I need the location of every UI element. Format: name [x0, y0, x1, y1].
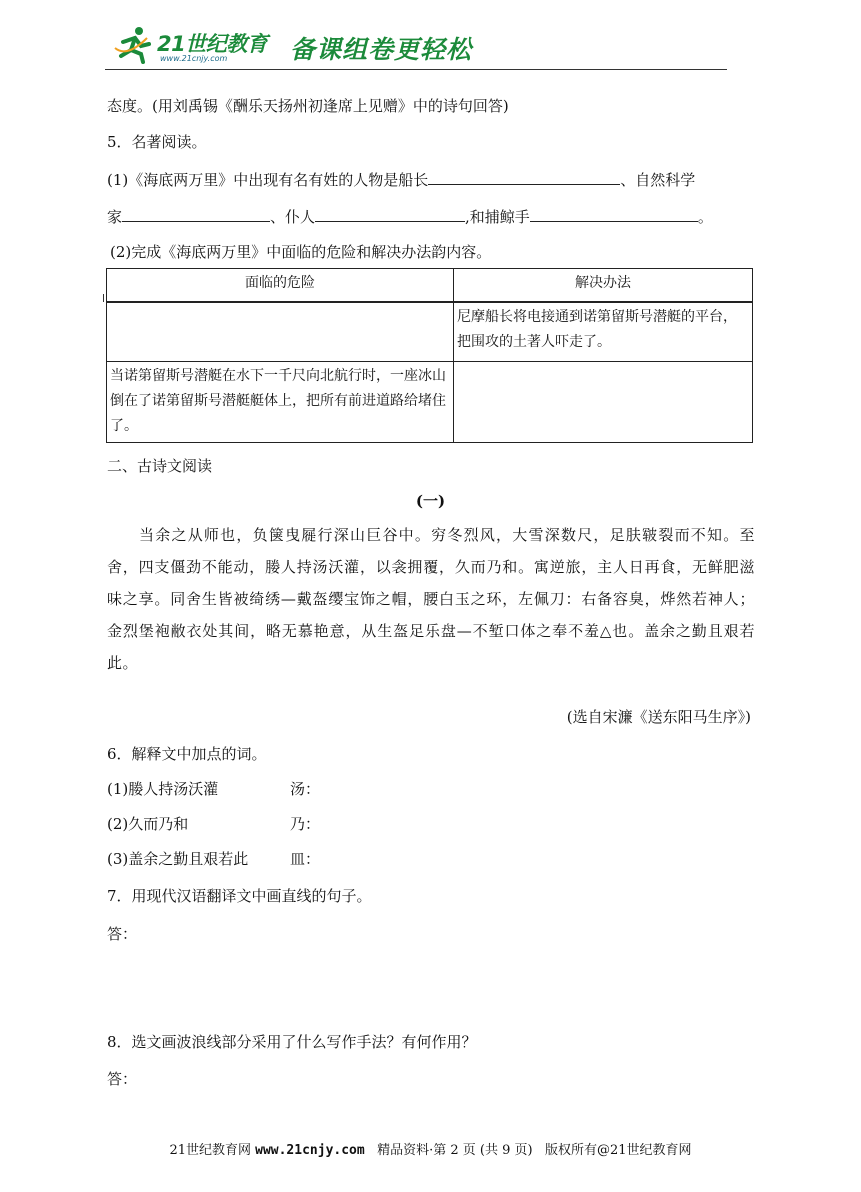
table-header-solution: 解决办法 [454, 269, 753, 303]
section-title: 二、古诗文阅读 [107, 457, 213, 475]
header-rule [105, 69, 727, 70]
running-person-icon [113, 24, 153, 64]
subsection-title: (一) [415, 492, 446, 510]
scientist-blank[interactable] [122, 207, 270, 222]
q5-title: 5．名著阅读。 [107, 133, 207, 151]
q6-item [107, 778, 320, 799]
q6-phrase: (1)媵人持汤沃灌 [107, 780, 219, 798]
table-header-danger: 面临的危险 [107, 269, 454, 303]
q5-part1-line1 [107, 169, 695, 190]
footer-copyright: 版权所有@21世纪教育网 [545, 1143, 692, 1158]
q6-phrase: (2)久而乃和 [107, 815, 189, 833]
margin-mark [103, 294, 104, 302]
q6-word: 乃： [290, 815, 321, 833]
footer-site: 21世纪教育网 [169, 1143, 251, 1158]
q5-part1-text: (1)《海底两万里》中出现有名有姓的人物是船长 [107, 171, 429, 189]
q5-part1-line2 [107, 206, 713, 227]
passage-source: (选自宋濂《送东阳马生序》) [566, 708, 751, 726]
q8-title: 8．选文画波浪线部分采用了什么写作手法？有何作用？ [107, 1033, 477, 1051]
q6-word: 皿： [290, 850, 321, 868]
q6-word: 汤： [290, 780, 321, 798]
table-cell: 尼摩船长将电接通到诺第留斯号潜艇的平台，把围攻的土著人吓走了。 [454, 302, 753, 362]
q5-part1-mid: 、自然科学 [620, 171, 696, 189]
whaler-blank[interactable] [530, 207, 698, 222]
table-cell[interactable] [454, 362, 753, 443]
q5-part2: (2)完成《海底两万里》中面临的危险和解决办法韵内容。 [110, 243, 492, 261]
q5-part1-line2-a: 家 [107, 208, 123, 226]
page-footer [0, 1139, 861, 1158]
q6-title: 6．解释文中加点的词。 [107, 745, 267, 763]
brand-url: www.21cnjy.com [160, 54, 228, 63]
q4-tail: 态度。(用刘禹锡《酬乐天扬州初逢席上见赠》中的诗句回答) [107, 97, 509, 115]
page-header [105, 20, 727, 70]
q8-answer-label[interactable]: 答： [107, 1070, 138, 1088]
footer-page: 精品资料·第 2 页 (共 9 页) [377, 1143, 533, 1158]
captain-blank[interactable] [428, 170, 620, 185]
passage: 当余之从师也，负箧曳屣行深山巨谷中。穷冬烈风，大雪深数尺，足肤皲裂而不知。至舍，四支僵劲不能动，媵人持汤沃灌，以衾拥覆，久而乃和。寓逆旅，主人日再食，无鲜肥滋味之享。同舍生皆被绮绣—戴盔缨宝饰之帽，腰白玉之环，左佩刀：右备容臭，烨然若神人；金烈堡袍敝衣处其间，略无慕艳意，从生盔足乐盘—不堑口体之奉不羞△也。盖余之勤且艰若此。 [107, 526, 755, 672]
table-cell: 当诺第留斯号潜艇在水下一千尺向北航行时，一座冰山倒在了诺第留斯号潜艇艇体上，把所有前进道路给堵住了。 [107, 362, 454, 443]
q6-phrase: (3)盖余之勤且艰若此 [107, 850, 249, 868]
table-header-row [107, 269, 753, 303]
q6-item [107, 813, 320, 834]
q6-item [107, 848, 320, 869]
q5-part1-line2-b: 、仆人 [270, 208, 316, 226]
brand-name: 21世纪教育 [157, 32, 268, 56]
slogan: 备课组卷更轻松 [290, 35, 473, 64]
servant-blank[interactable] [315, 207, 465, 222]
q7-title: 7．用现代汉语翻译文中画直线的句子。 [107, 887, 372, 905]
table-row [107, 362, 753, 443]
table-cell[interactable] [107, 302, 454, 362]
q7-answer-label[interactable]: 答： [107, 925, 138, 943]
table-row [107, 302, 753, 362]
footer-url[interactable]: www.21cnjy.com [255, 1143, 365, 1158]
q5-part1-line2-c: ,和捕鲸手 [465, 208, 530, 226]
danger-table [106, 268, 753, 443]
q5-part1-line2-end: 。 [697, 208, 713, 226]
